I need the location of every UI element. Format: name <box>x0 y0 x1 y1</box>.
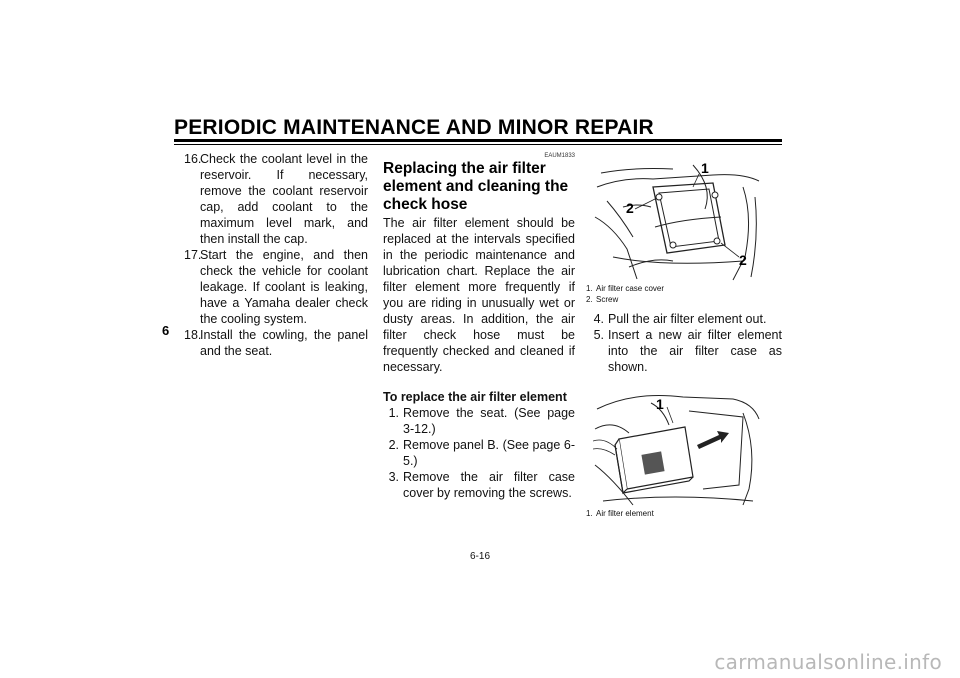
reference-code: EAUM1833 <box>544 153 575 159</box>
step-18 <box>184 327 368 359</box>
procedure-subheading: To replace the air filter element <box>383 390 567 404</box>
step-number: 1. <box>388 406 399 420</box>
header-rule-thin <box>174 144 782 145</box>
step-1 <box>383 405 575 437</box>
step-number: 2. <box>388 438 399 452</box>
callout-2: 2 <box>626 200 634 216</box>
step-5 <box>586 327 782 375</box>
watermark: carmanualsonline.info <box>714 650 942 674</box>
figure-1-caption-1: 1. Air filter case cover <box>586 284 665 293</box>
filter-element-line-drawing <box>593 389 761 507</box>
step-text: Start the engine, and then check the vehicle for coolant leakage. If coolant is leaking, have a Yamaha dealer check the cooling system. <box>200 248 368 326</box>
step-2 <box>383 437 575 469</box>
step-text: Install the cowling, the panel and the seat. <box>200 328 368 358</box>
callout-2: 2 <box>739 252 747 268</box>
steps-4-5 <box>586 311 782 375</box>
step-number: 3. <box>388 470 399 484</box>
step-3 <box>383 469 575 501</box>
chapter-tab: 6 <box>162 323 170 338</box>
column-3 <box>586 151 782 519</box>
page-title: PERIODIC MAINTENANCE AND MINOR REPAIR <box>174 116 654 139</box>
section-heading: Replacing the air filter element and cleaning the check hose <box>383 160 569 213</box>
step-text: Remove the seat. (See page 3-12.) <box>403 406 575 436</box>
column-1 <box>184 151 368 359</box>
page-number: 6-16 <box>469 551 490 562</box>
step-text: Remove panel B. (See page 6-5.) <box>403 438 575 468</box>
column-2 <box>383 151 575 501</box>
air-filter-case-cover-illustration <box>593 157 761 282</box>
step-number: 5. <box>593 328 604 342</box>
step-16 <box>184 151 368 247</box>
intro-paragraph: The air filter element should be replaced at the intervals specified in the periodic maintenance and lubrication chart. Replace the air filter element more frequently if you are riding in unusually wet or dusty areas. In addition, the air filter check hose must be frequently checked and cleaned if necessary. <box>383 216 575 374</box>
step-4 <box>586 311 782 327</box>
figure-1-caption-2: 2. Screw <box>586 295 619 304</box>
callout-1: 1 <box>656 396 664 412</box>
step-17 <box>184 247 368 327</box>
header-rule-thick <box>174 139 782 142</box>
figure-2-caption-1: 1. Air filter element <box>586 509 654 518</box>
step-number: 4. <box>593 312 604 326</box>
step-number: 16. <box>184 152 202 166</box>
air-filter-element-illustration <box>593 389 761 507</box>
case-cover-line-drawing <box>593 157 761 282</box>
step-number: 17. <box>184 248 202 262</box>
step-text: Insert a new air filter element into the air filter case as shown. <box>608 328 782 374</box>
step-text: Check the coolant level in the reservoir. If necessary, remove the coolant reservoir cap, add coolant to the maximum level mark, and then install the cap. <box>200 152 368 246</box>
callout-1: 1 <box>701 160 709 176</box>
step-text: Pull the air filter element out. <box>608 312 767 326</box>
step-number: 18. <box>184 328 202 342</box>
step-text: Remove the air filter case cover by removing the screws. <box>403 470 575 500</box>
